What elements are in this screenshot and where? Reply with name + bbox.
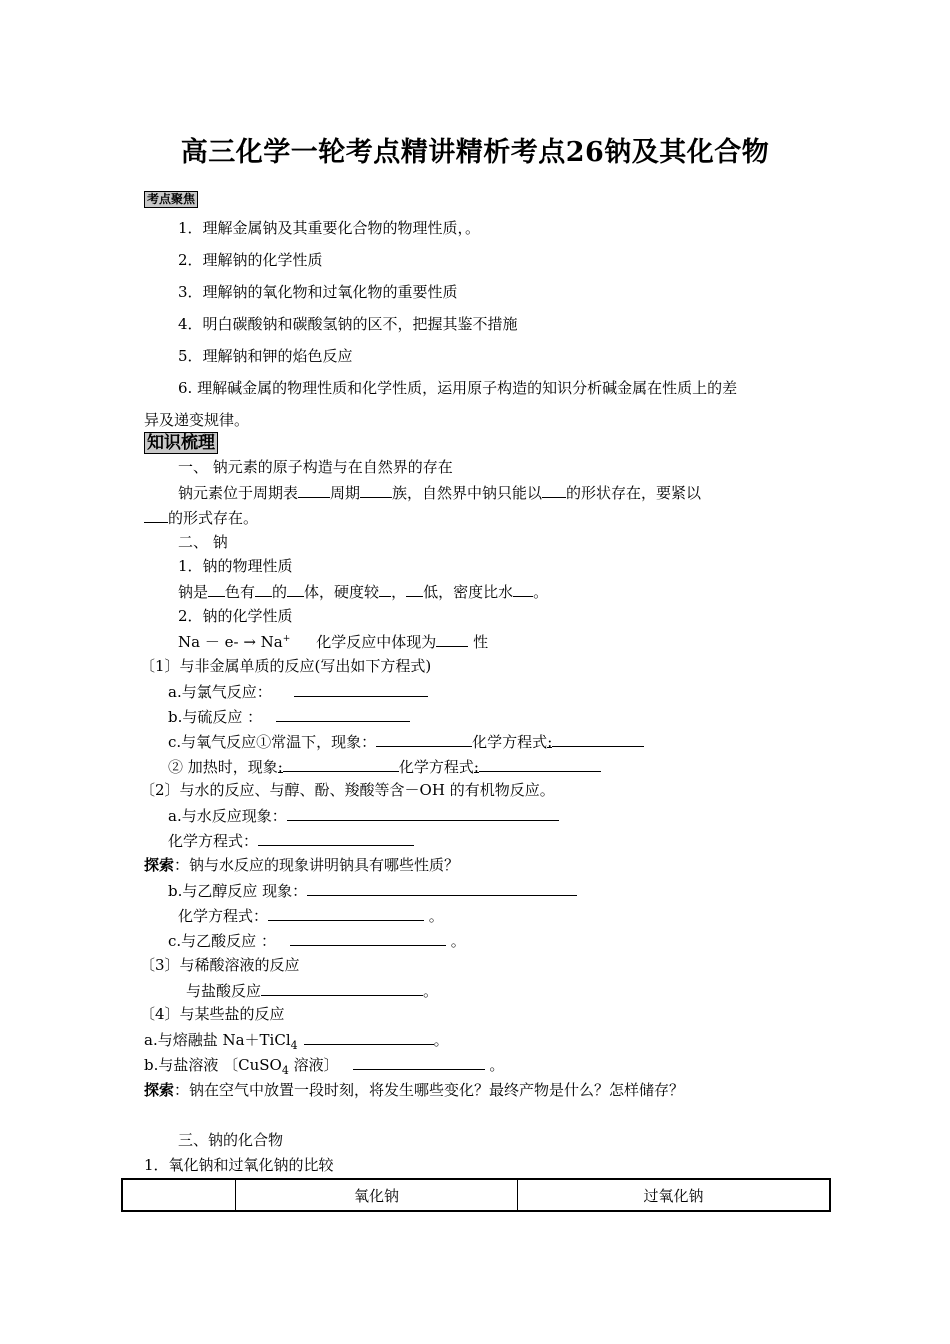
explore-label: 探索	[144, 856, 175, 874]
blank	[276, 706, 410, 722]
focus-item: 2．理解钠的化学性质	[178, 251, 323, 269]
text-segment: ② 加热时，现象	[168, 758, 278, 776]
blank	[208, 581, 225, 597]
text-segment: :	[473, 758, 479, 776]
text-segment: b.与硫反应 ：	[168, 708, 263, 726]
text-segment: ，	[391, 583, 407, 601]
reaction-1b	[168, 706, 410, 727]
focus-item: 6. 理解碱金属的物理性质和化学性质，运用原子构造的知识分析碱金属在性质上的差	[178, 379, 738, 397]
text-segment: c.与氧气反应①常温下，现象：	[168, 733, 377, 751]
reaction-3a	[186, 980, 438, 1001]
blank	[298, 482, 330, 498]
reaction-1c	[168, 731, 644, 752]
text-segment: 体，硬度较	[304, 583, 380, 601]
blank	[144, 507, 168, 523]
text-segment: 钠元素位于周期表	[178, 484, 299, 502]
section-3-subtitle: 1．氧化钠和过氧化钠的比较	[144, 1156, 334, 1174]
focus-item: 5．理解钠和钾的焰色反应	[178, 347, 353, 365]
blank	[255, 581, 272, 597]
table-header-cell	[122, 1179, 236, 1211]
subscript: 4	[281, 1064, 289, 1077]
page-title: 高三化学一轮考点精讲精析考点26钠及其化合物	[180, 137, 770, 168]
reaction-2a-equation	[168, 830, 414, 851]
blank	[436, 631, 468, 647]
text-segment: 性	[468, 633, 489, 651]
blank	[406, 581, 423, 597]
text-segment: ：钠在空气中放置一段时刻，将发生哪些变化？最终产物是什么？怎样储存？	[174, 1081, 685, 1099]
text-segment: 族，自然界中钠只能以	[392, 484, 543, 502]
text-segment: Na － e- → Na	[178, 633, 283, 651]
explore-1	[144, 855, 459, 875]
blank	[294, 681, 428, 697]
blank	[307, 880, 577, 896]
blank	[379, 581, 391, 597]
text-segment: a.与熔融盐 Na＋TiCl	[144, 1031, 291, 1049]
text-segment: :	[547, 733, 553, 751]
blank	[258, 830, 414, 846]
superscript: +	[282, 634, 291, 644]
section-1-text-continued	[144, 507, 258, 528]
blank	[287, 581, 304, 597]
table-header-cell: 氧化钠	[236, 1179, 518, 1211]
text-segment: c.与乙酸反应 ：	[168, 932, 276, 950]
ionization-equation	[178, 631, 488, 652]
reaction-4a	[144, 1029, 449, 1050]
focus-tag: 考点聚焦	[144, 191, 198, 208]
explore-label: 探索	[144, 1081, 175, 1099]
text-segment: 色有	[225, 583, 256, 601]
text-segment: 。	[433, 1031, 449, 1049]
text-segment: 化学方程式：	[168, 832, 259, 850]
table-header-cell: 过氧化钠	[518, 1179, 831, 1211]
text-segment: a.与水反应现象：	[168, 807, 287, 825]
reaction-1a	[168, 681, 428, 702]
text-segment: 的	[272, 583, 288, 601]
focus-item: 3．理解钠的氧化物和过氧化物的重要性质	[178, 283, 458, 301]
reaction-2-title: 〔2〕与水的反应、与醇、酚、羧酸等含－OH 的有机物反应。	[140, 781, 555, 799]
blank	[353, 1054, 485, 1070]
text-segment: 钠是	[178, 583, 209, 601]
text-segment: 的形状存在，要紧以	[566, 484, 702, 502]
reaction-2b-equation	[178, 905, 444, 926]
text-segment: b.与盐溶液 〔CuSO	[144, 1056, 282, 1074]
blank	[287, 805, 559, 821]
reaction-1c-heating	[168, 756, 601, 777]
section-3-title: 三、钠的化合物	[178, 1131, 284, 1149]
reaction-4-title: 〔4〕与某些盐的反应	[140, 1005, 285, 1023]
text-segment: 与盐酸反应	[186, 982, 262, 1000]
knowledge-tag-line	[144, 432, 218, 454]
focus-item-continued: 异及递变规律。	[144, 411, 250, 429]
blank	[552, 731, 644, 747]
text-segment: 化学反应中体现为	[316, 633, 437, 651]
physical-properties-title: 1．钠的物理性质	[178, 557, 293, 575]
text-segment: 。	[445, 932, 466, 950]
chemical-properties-title: 2．钠的化学性质	[178, 607, 293, 625]
text-segment: 的形式存在。	[168, 509, 259, 527]
reaction-3-title: 〔3〕与稀酸溶液的反应	[140, 956, 300, 974]
text-segment: 。	[533, 583, 549, 601]
text-segment: a.与氯气反应：	[168, 683, 272, 701]
blank	[376, 731, 472, 747]
text-segment: 化学方程式：	[178, 907, 269, 925]
text-segment: ：钠与水反应的现象讲明钠具有哪些性质？	[174, 856, 460, 874]
physical-properties-text	[178, 581, 548, 602]
text-segment: 低，密度比水	[423, 583, 514, 601]
reaction-2a	[168, 805, 559, 826]
reaction-2b	[168, 880, 577, 901]
text-segment: 溶液〕	[288, 1056, 339, 1074]
table-header-row	[122, 1179, 830, 1211]
text-segment: 周期	[330, 484, 361, 502]
section-1-title: 一、 钠元素的原子构造与在自然界的存在	[178, 458, 453, 476]
knowledge-tag: 知识梳理	[144, 432, 218, 454]
reaction-2c	[168, 930, 466, 951]
blank	[290, 930, 446, 946]
blank	[542, 482, 566, 498]
comparison-table	[121, 1178, 831, 1212]
explore-2	[144, 1080, 684, 1100]
text-segment: 化学方程式	[472, 733, 548, 751]
section-1-text	[178, 482, 701, 503]
text-segment: 化学方程式	[398, 758, 474, 776]
text-segment: 。	[484, 1056, 505, 1074]
reaction-4b	[144, 1054, 504, 1075]
focus-item: 1．理解金属钠及其重要化合物的物理性质，。	[178, 219, 481, 237]
blank	[261, 980, 423, 996]
blank	[283, 756, 399, 772]
blank	[360, 482, 392, 498]
blank	[513, 581, 533, 597]
reaction-1-title: 〔1〕与非金属单质的反应(写出如下方程式)	[140, 657, 432, 675]
section-2-title: 二、 钠	[178, 533, 228, 551]
focus-item: 4．明白碳酸钠和碳酸氢钠的区不，把握其鉴不措施	[178, 315, 518, 333]
text-segment: b.与乙醇反应 现象：	[168, 882, 308, 900]
text-segment: 。	[423, 982, 439, 1000]
focus-tag-line	[144, 188, 198, 208]
blank	[479, 756, 601, 772]
subscript: 4	[290, 1039, 298, 1052]
text-segment: 。	[424, 907, 444, 925]
blank	[304, 1029, 434, 1045]
blank	[268, 905, 424, 921]
text-segment: :	[277, 758, 283, 776]
